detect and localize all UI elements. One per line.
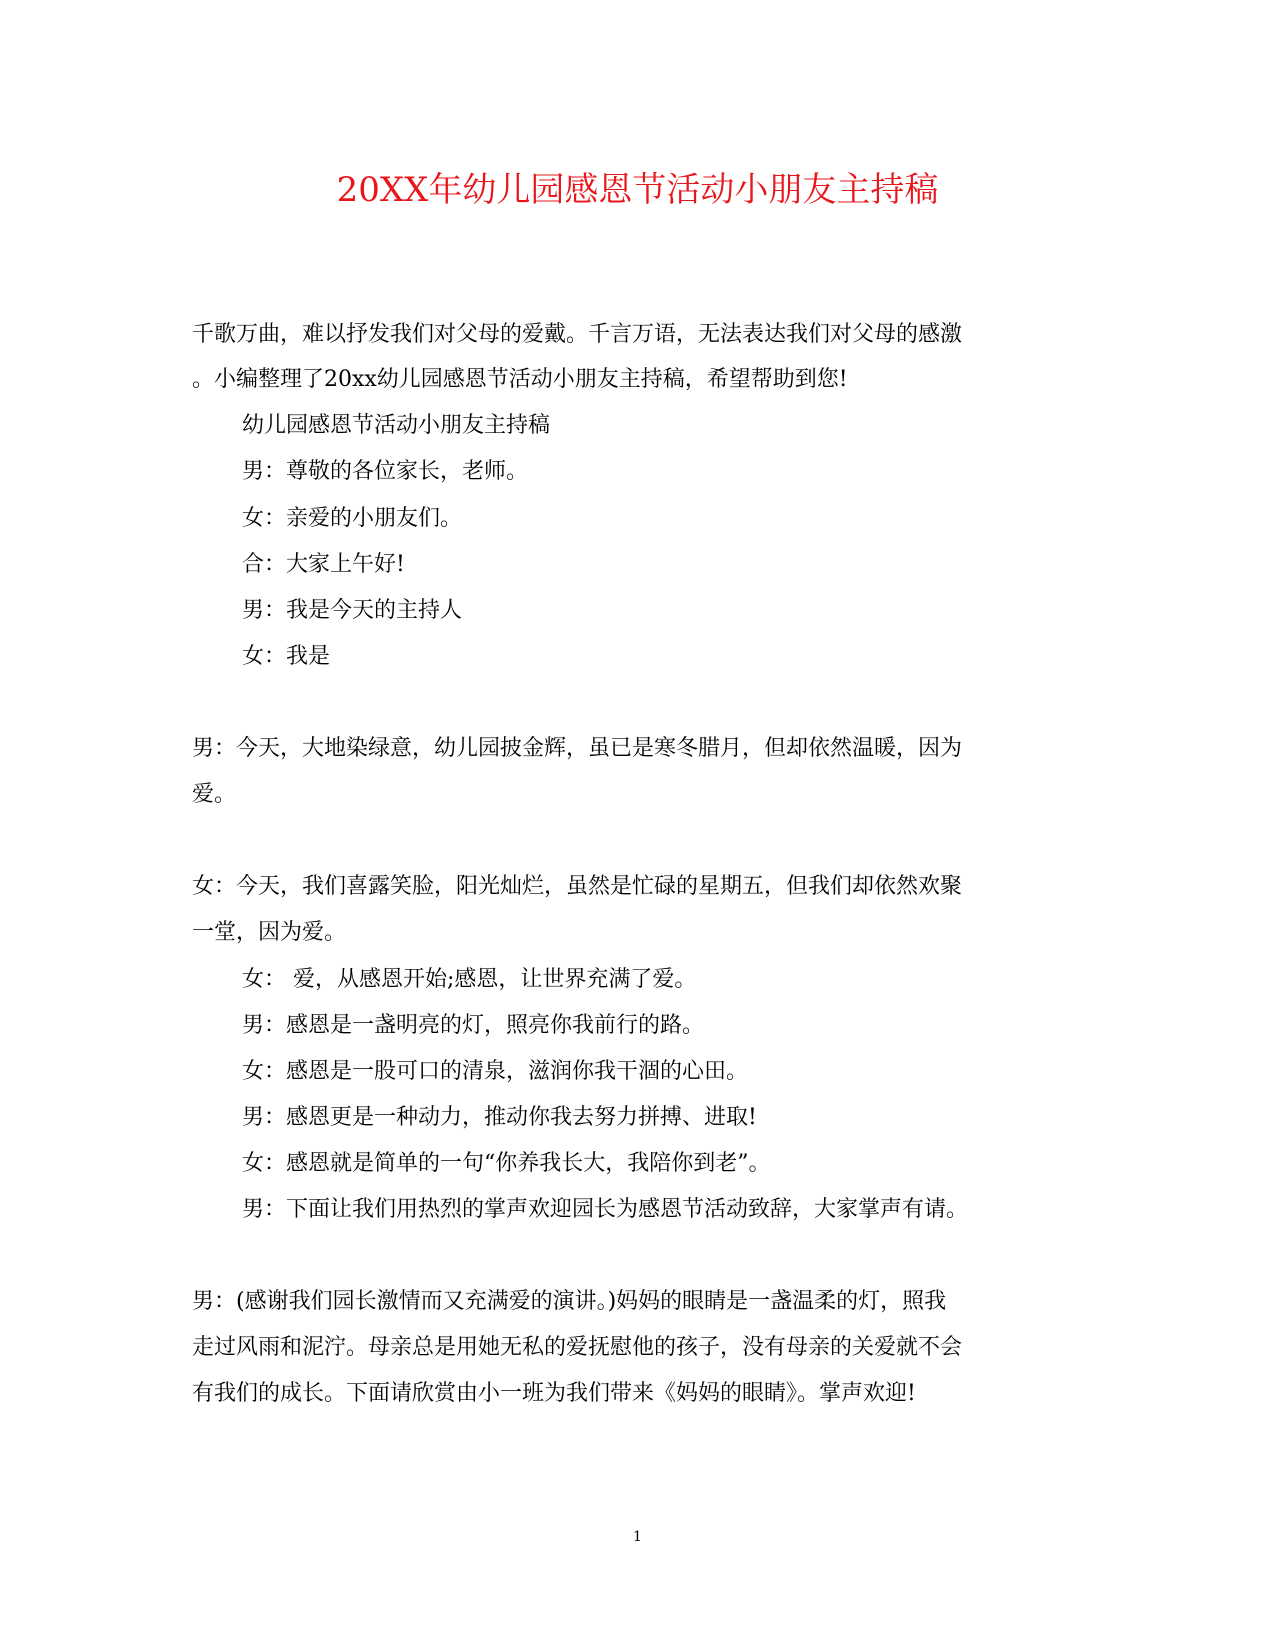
paragraph-line: 走过风雨和泥泞。母亲总是用她无私的爱抚慰他的孩子，没有母亲的关爱就不会 xyxy=(192,1335,963,1360)
paragraph-line: 。小编整理了20xx幼儿园感恩节活动小朋友主持稿，希望帮助到您! xyxy=(192,367,848,392)
dialogue-line: 男：尊敬的各位家长，老师。 xyxy=(242,459,529,484)
dialogue-line: 女：亲爱的小朋友们。 xyxy=(242,506,463,531)
paragraph-line: 千歌万曲，难以抒发我们对父母的爱戴。千言万语，无法表达我们对父母的感激 xyxy=(192,322,963,347)
dialogue-line: 女：我是 xyxy=(242,644,331,669)
dialogue-line: 合：大家上午好! xyxy=(242,552,405,577)
paragraph-line: 男：今天，大地染绿意，幼儿园披金辉，虽已是寒冬腊月，但却依然温暖，因为 xyxy=(192,736,963,761)
document-title: 20XX年幼儿园感恩节活动小朋友主持稿 xyxy=(336,170,939,210)
paragraph-line: 女：今天，我们喜露笑脸，阳光灿烂，虽然是忙碌的星期五，但我们却依然欢聚 xyxy=(192,874,963,899)
paragraph-line: 男：(感谢我们园长激情而又充满爱的演讲。)妈妈的眼睛是一盏温柔的灯，照我 xyxy=(192,1289,947,1314)
dialogue-line: 男：下面让我们用热烈的掌声欢迎园长为感恩节活动致辞，大家掌声有请。 xyxy=(242,1197,969,1222)
paragraph-line: 爱。 xyxy=(192,782,237,807)
dialogue-line: 男：感恩更是一种动力，推动你我去努力拼搏、进取! xyxy=(242,1105,757,1130)
subtitle-line: 幼儿园感恩节活动小朋友主持稿 xyxy=(242,413,551,438)
dialogue-line: 男：我是今天的主持人 xyxy=(242,598,463,623)
dialogue-line: 女： 爱，从感恩开始;感恩，让世界充满了爱。 xyxy=(242,967,697,992)
dialogue-line: 男：感恩是一盏明亮的灯，照亮你我前行的路。 xyxy=(242,1013,705,1038)
page-number: 1 xyxy=(633,1529,642,1545)
dialogue-line: 女：感恩是一股可口的清泉，滋润你我干涸的心田。 xyxy=(242,1059,749,1084)
paragraph-line: 有我们的成长。下面请欣赏由小一班为我们带来《妈妈的眼睛》。掌声欢迎! xyxy=(192,1381,916,1406)
dialogue-line: 女：感恩就是简单的一句“你养我长大，我陪你到老”。 xyxy=(242,1151,771,1176)
paragraph-line: 一堂，因为爱。 xyxy=(192,920,347,945)
